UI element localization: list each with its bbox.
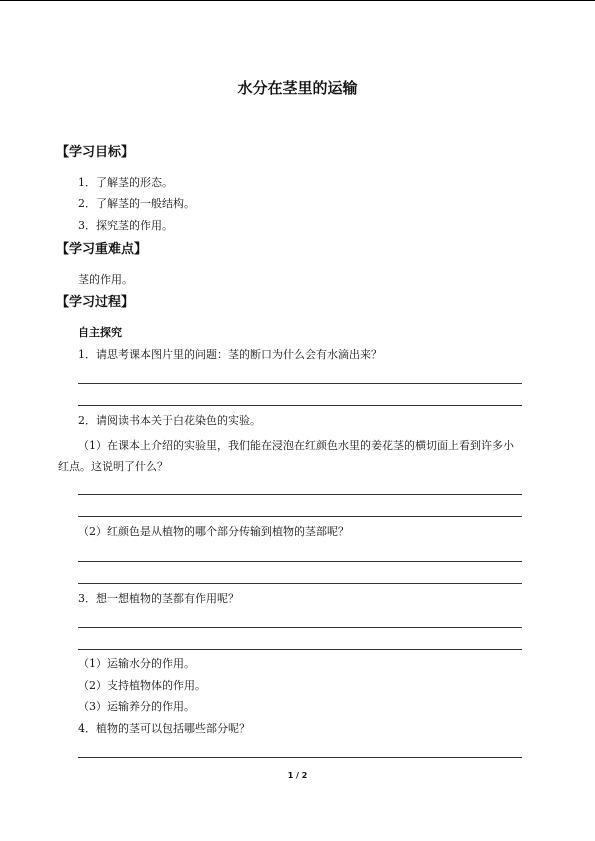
answer-line[interactable] bbox=[78, 583, 522, 584]
key-points-heading: 【学习重难点】 bbox=[56, 242, 148, 257]
goal-item-3: 3．探究茎的作用。 bbox=[78, 219, 173, 232]
question-3: 3．想一想植物的茎都有作用呢？ bbox=[78, 592, 239, 605]
self-study-subheading: 自主探究 bbox=[78, 326, 122, 339]
answer-line[interactable] bbox=[78, 405, 522, 406]
answer-line[interactable] bbox=[78, 627, 522, 628]
question-4: 4．植物的茎可以包括哪些部分呢？ bbox=[78, 722, 250, 735]
answer-line[interactable] bbox=[78, 649, 522, 650]
function-item-1: （1）运输水分的作用。 bbox=[78, 657, 195, 670]
question-2-1: （1）在课本上介绍的实验里，我们能在浸泡在红颜色水里的姜花茎的横切面上看到许多小红点。这说明了什么？ bbox=[58, 439, 514, 473]
answer-line[interactable] bbox=[78, 383, 522, 384]
document-title: 水分在茎里的运输 bbox=[237, 79, 358, 97]
answer-line[interactable] bbox=[78, 516, 522, 517]
goal-item-1: 1．了解茎的形态。 bbox=[78, 176, 173, 189]
question-2: 2．请阅读书本关于白花染色的实验。 bbox=[78, 414, 261, 427]
process-heading: 【学习过程】 bbox=[56, 295, 135, 310]
function-item-3: （3）运输养分的作用。 bbox=[78, 700, 195, 713]
question-2-2: （2）红颜色是从植物的哪个部分传输到植物的茎部呢？ bbox=[78, 525, 349, 538]
page-number: 1 / 2 bbox=[287, 771, 308, 780]
goals-heading: 【学习目标】 bbox=[56, 145, 135, 160]
answer-line[interactable] bbox=[78, 494, 522, 495]
answer-line[interactable] bbox=[78, 757, 522, 758]
page-top-rule bbox=[0, 0, 595, 1]
goal-item-2: 2．了解茎的一般结构。 bbox=[78, 197, 195, 210]
function-item-2: （2）支持植物体的作用。 bbox=[78, 679, 206, 692]
question-1: 1．请思考课本图片里的问题：茎的断口为什么会有水滴出来？ bbox=[78, 348, 382, 361]
key-points-text: 茎的作用。 bbox=[78, 273, 133, 286]
answer-line[interactable] bbox=[78, 561, 522, 562]
